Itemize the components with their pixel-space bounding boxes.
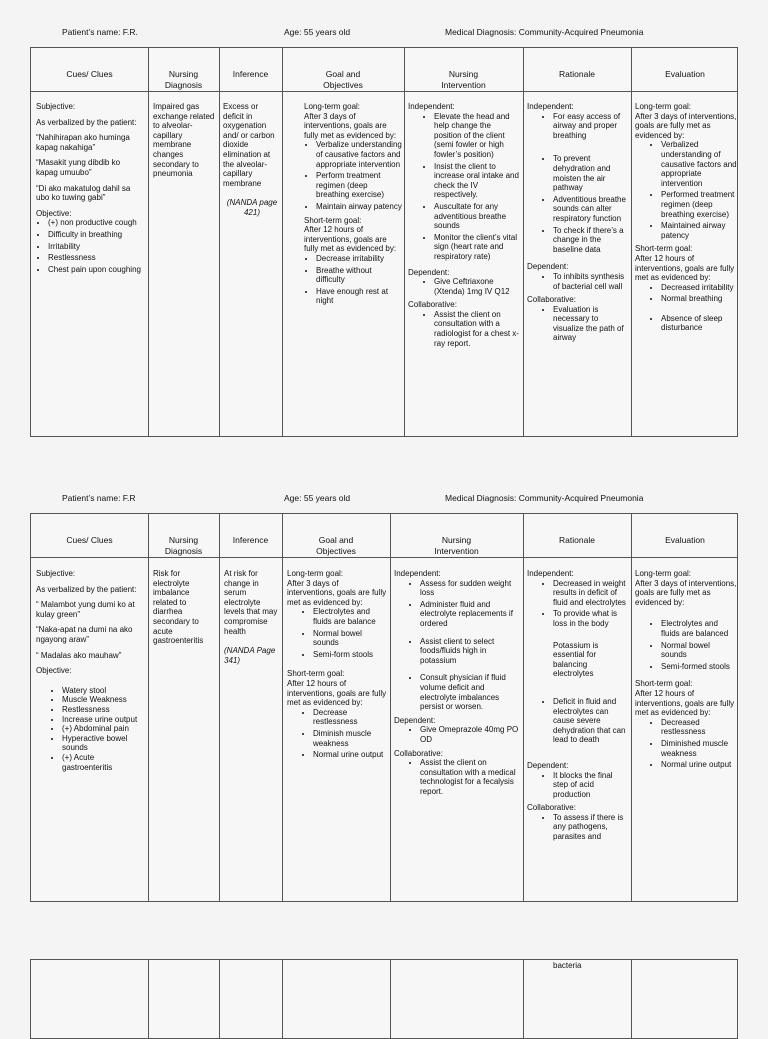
list-item: • To assess if there is any pathogens, parasites and <box>553 813 629 842</box>
col-intervention: Nursing Intervention <box>441 69 486 90</box>
care-plan-table-3 <box>30 959 738 1039</box>
long-term-goal-text: After 3 days of interventions, goals are fully met as evidenced by: <box>287 578 387 607</box>
rationale-continuation: bacteria <box>553 961 582 970</box>
independent-label: Independent: <box>527 102 574 111</box>
short-term-goal-label: Short-term goal: <box>635 679 693 689</box>
col-intervention: Nursing Intervention <box>434 535 479 556</box>
list-item: • Verbalize understanding of causative factors and appropriate intervention <box>316 140 402 169</box>
list-item: • Electrolytes and fluids are balance <box>313 607 387 626</box>
dependent-label: Dependent: <box>527 262 569 272</box>
subjective-label: Subjective: <box>36 569 76 578</box>
short-term-goal-label: Short-term goal: <box>635 244 693 254</box>
collaborative-label: Collaborative: <box>408 300 457 310</box>
list-item: • Assist the client on consultation with a radiologist for a chest x-ray report. <box>434 310 520 348</box>
col-goal: Goal and Objectives <box>316 535 356 556</box>
list-item: • Irritability <box>48 242 144 252</box>
list-item: • Decreased in weight results in deficit of fluid and electrolytes <box>553 579 629 608</box>
diagnosis-cell: Risk for electrolyte imbalance related to diarrhea secondary to acute gastroenteritis <box>153 569 204 646</box>
list-item: • Adventitious breathe sounds can alter respiratory function <box>553 195 629 224</box>
list-item: • Decrease restlessness <box>313 708 387 727</box>
long-term-goal-label: Long-term goal: <box>304 102 361 111</box>
col-rationale: Rationale <box>559 69 595 79</box>
list-item: • Maintain airway patency <box>316 202 402 212</box>
list-item: • Watery stool <box>62 686 144 696</box>
list-item: • Restlessness <box>62 705 144 715</box>
inference-reference: (NANDA page 421) <box>226 198 278 217</box>
list-item: • Perform treatment regimen (deep breathing exercise) <box>316 171 402 200</box>
quote: “Naka-apat na dumi na ako ngayong araw” <box>36 625 133 644</box>
list-item: • Diminished muscle weakness <box>661 739 737 758</box>
short-term-goal-text: After 12 hours of interventions, goals are fully met as evidenced by: <box>635 688 735 718</box>
list-item: • Difficulty in breathing <box>48 230 144 240</box>
list-item: • Diminish muscle weakness <box>313 729 387 748</box>
short-term-goal-label: Short-term goal: <box>304 215 362 225</box>
care-plan-table-2 <box>30 513 738 902</box>
col-goal: Goal and Objectives <box>323 69 363 90</box>
goal-cell <box>287 569 387 764</box>
evaluation-cell <box>635 569 737 774</box>
patient-age: Age: 55 years old <box>284 493 351 503</box>
list-item: • Auscultate for any adventitious breathe sounds <box>434 202 520 231</box>
inference-cell <box>224 569 279 671</box>
patient-age: Age: 55 years old <box>284 27 351 37</box>
subjective-intro: As verbalized by the patient: <box>36 584 137 594</box>
list-item: • For easy access of airway and proper breathing <box>553 112 629 141</box>
independent-label: Independent: <box>394 569 441 578</box>
list-item: • Normal urine output <box>661 760 737 770</box>
collaborative-label: Collaborative: <box>527 803 576 813</box>
list-item: • Performed treatment regimen (deep breathing exercise) <box>661 190 737 219</box>
dependent-label: Dependent: <box>527 760 569 770</box>
quote: “ Madalas ako mauhaw” <box>36 650 122 660</box>
objective-label: Objective: <box>36 666 72 676</box>
list-item: • Assist the client on consultation with a medical technologist for a fecalysis report. <box>420 758 521 796</box>
col-evaluation: Evaluation <box>665 535 705 545</box>
list-item: • To prevent dehydration and moisten the air pathway <box>553 154 629 192</box>
list-item: • Decrease irritability <box>316 254 402 264</box>
list-item: • Administer fluid and electrolyte replacements if ordered <box>420 600 521 629</box>
long-term-goal-text: After 3 days of interventions, goals are fully met as evidenced by: <box>635 578 737 607</box>
list-item: • Have enough rest at night <box>316 287 402 306</box>
list-item: • Insist the client to increase oral intake and check the IV respectively. <box>434 162 520 200</box>
list-item: • To inhibits synthesis of bacterial cell wall <box>553 272 629 291</box>
rationale-cell <box>527 102 629 347</box>
medical-diagnosis: Medical Diagnosis: Community-Acquired Pneumonia <box>445 27 644 37</box>
short-term-goal-label: Short-term goal: <box>287 669 345 679</box>
list-item: • (+) Abdominal pain <box>62 724 144 734</box>
col-cues: Cues/ Clues <box>66 69 113 79</box>
long-term-goal-label: Long-term goal: <box>635 569 692 578</box>
intervention-cell <box>394 569 521 800</box>
list-item: • Normal urine output <box>313 750 387 760</box>
list-item: • Breathe without difficulty <box>316 266 402 285</box>
list-item: • Assist client to select foods/fluids high in potassium <box>420 637 521 666</box>
list-item: • It blocks the final step of acid production <box>553 771 629 800</box>
dependent-label: Dependent: <box>394 715 436 725</box>
list-item: • Muscle Weakness <box>62 695 144 705</box>
medical-diagnosis: Medical Diagnosis: Community-Acquired Pneumonia <box>445 493 644 503</box>
list-item: • Normal bowel sounds <box>313 629 387 648</box>
col-nursing-diagnosis: Nursing Diagnosis <box>164 69 203 90</box>
care-plan-table-1 <box>30 47 738 437</box>
quote: “ Malambot yung dumi ko at kulay green” <box>36 600 135 619</box>
list-item: • Assess for sudden weight loss <box>420 579 521 598</box>
long-term-goal-text: After 3 days of interventions, goals are fully met as evidenced by: <box>304 111 397 140</box>
dependent-label: Dependent: <box>408 267 450 277</box>
list-item: • To check if there’s a change in the baseline data <box>553 226 629 255</box>
list-item: • Normal breathing <box>661 294 737 304</box>
goal-cell <box>304 102 402 310</box>
list-item: • Semi-formed stools <box>661 662 737 672</box>
quote: “Masakit yung dibdib ko kapag umuubo” <box>36 158 121 177</box>
inference-text: Excess or deficit in oxygenation and/ or carbon dioxide elimination at the alveolar-capillary membrane <box>223 102 275 188</box>
cues-cell <box>36 569 144 776</box>
list-item: Potassium is essential for balancing electrolytes <box>553 640 599 679</box>
list-item: • Chest pain upon coughing <box>48 265 144 275</box>
col-inference: Inference <box>232 69 269 79</box>
list-item: • (+) Acute gastroenteritis <box>62 753 144 772</box>
list-item: • (+) non productive cough <box>48 218 144 228</box>
list-item: • Restlessness <box>48 253 144 263</box>
independent-label: Independent: <box>527 569 574 578</box>
objective-label: Objective: <box>36 208 72 218</box>
col-rationale: Rationale <box>559 535 595 545</box>
inference-cell <box>223 102 281 224</box>
long-term-goal-text: After 3 days of interventions, goals are fully met as evidenced by: <box>635 111 737 140</box>
col-inference: Inference <box>232 535 269 545</box>
list-item: • Decreased restlessness <box>661 718 737 737</box>
list-item: • Normal bowel sounds <box>661 641 737 660</box>
list-item: • Maintained airway patency <box>661 221 737 240</box>
list-item: • Give Omeprazole 40mg PO OD <box>420 725 521 744</box>
long-term-goal-label: Long-term goal: <box>635 102 692 111</box>
quote: “Nahihirapan ako huminga kapag nakahiga” <box>36 133 130 152</box>
list-item: • Evaluation is necessary to visualize the path of airway <box>553 305 629 343</box>
list-item: • To provide what is loss in the body <box>553 609 629 628</box>
list-item: • Hyperactive bowel sounds <box>62 734 144 753</box>
list-item: • Deficit in fluid and electrolytes can cause severe dehydration that can lead to death <box>553 697 629 745</box>
list-item: • Decreased irritability <box>661 283 737 293</box>
list-item: • Semi-form stools <box>313 650 387 660</box>
cues-cell <box>36 102 144 278</box>
list-item: • Give Ceftriaxone (Xtenda) 1mg IV Q12 <box>434 277 520 296</box>
inference-reference: (NANDA Page 341) <box>224 646 276 665</box>
list-item: • Absence of sleep disturbance <box>661 314 737 333</box>
long-term-goal-label: Long-term goal: <box>287 569 344 578</box>
col-cues: Cues/ Clues <box>66 535 113 545</box>
short-term-goal-text: After 12 hours of interventions, goals are fully met as evidenced by: <box>287 678 387 708</box>
rationale-cell <box>527 569 629 846</box>
list-item: • Verbalized understanding of causative factors and appropriate intervention <box>661 140 737 188</box>
col-nursing-diagnosis: Nursing Diagnosis <box>164 535 203 556</box>
short-term-goal-text: After 12 hours of interventions, goals are fully met as evidenced by: <box>304 225 397 254</box>
list-item: • Elevate the head and help change the position of the client (semi fowler or high fowler’s position) <box>434 112 520 160</box>
intervention-cell <box>408 102 520 352</box>
list-item: • Monitor the client’s vital sign (heart rate and respiratory rate) <box>434 233 520 262</box>
collaborative-label: Collaborative: <box>527 295 576 305</box>
subjective-intro: As verbalized by the patient: <box>36 117 137 127</box>
independent-label: Independent: <box>408 102 455 111</box>
list-item: • Increase urine output <box>62 715 144 725</box>
collaborative-label: Collaborative: <box>394 748 443 758</box>
diagnosis-cell: Impaired gas exchange related to alveolar-capillary membrane changes secondary to pneumonia <box>153 102 215 179</box>
quote: “Di ako makatulog dahil sa ubo ko tuwing gabi” <box>36 183 131 203</box>
patient-name: Patient’s name: F.R. <box>62 27 138 37</box>
col-evaluation: Evaluation <box>665 69 705 79</box>
list-item: • Consult physician if fluid volume deficit and electrolyte imbalances persist or worsen. <box>420 673 521 711</box>
list-item: • Electrolytes and fluids are balanced <box>661 619 737 638</box>
inference-text: At risk for change in serum electrolyte levels that may compromise health <box>224 569 278 636</box>
patient-name: Patient’s name: F.R <box>62 493 136 503</box>
evaluation-cell <box>635 102 737 337</box>
subjective-label: Subjective: <box>36 102 76 111</box>
short-term-goal-text: After 12 hours of interventions, goals are fully met as evidenced by: <box>635 253 735 283</box>
